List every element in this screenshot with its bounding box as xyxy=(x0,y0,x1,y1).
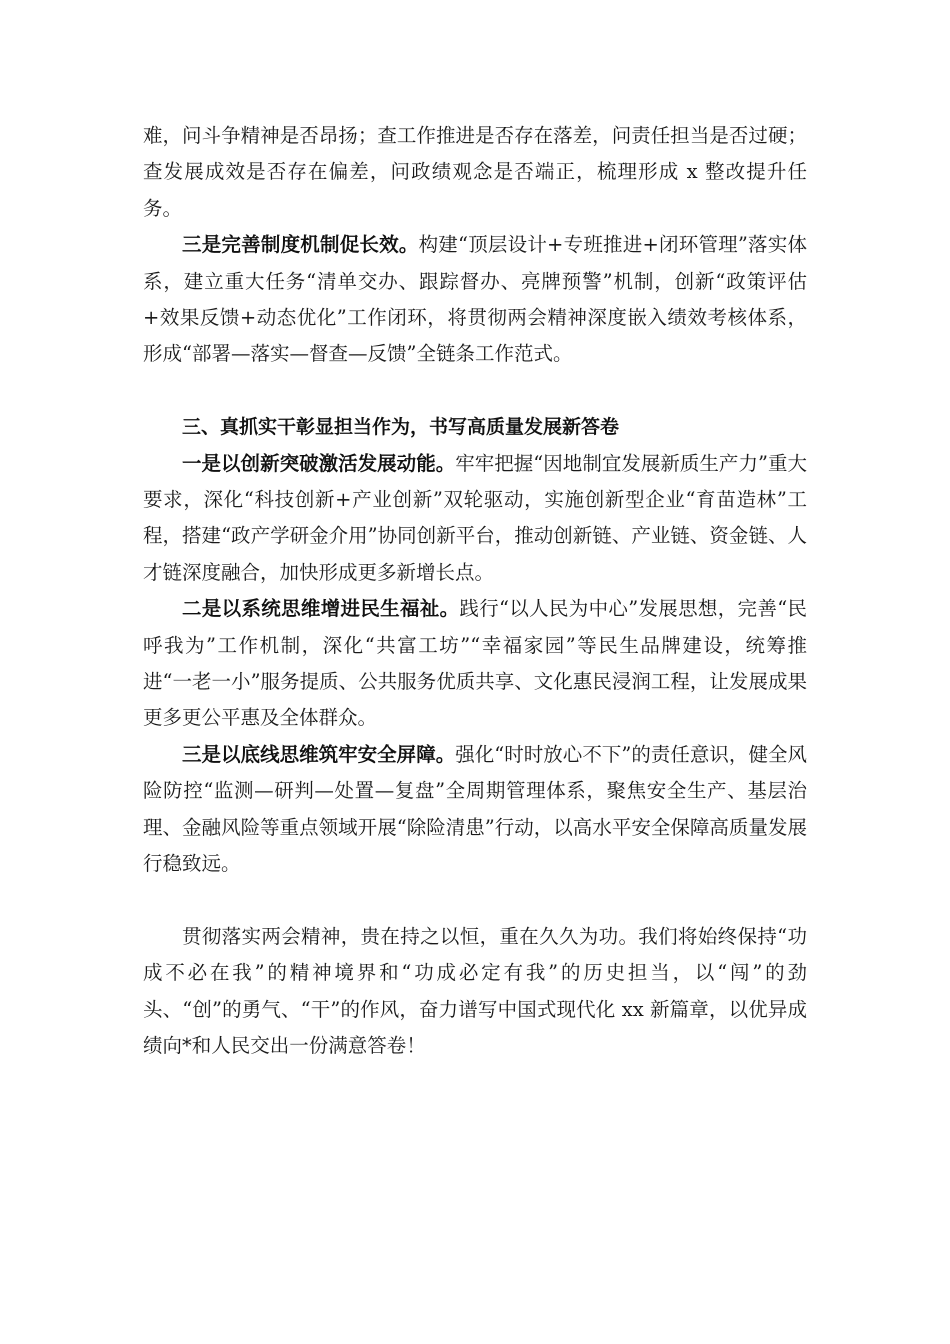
paragraph-lead: 三是完善制度机制促长效。 xyxy=(182,233,419,257)
blank-line xyxy=(143,883,807,919)
paragraph-text: 牢牢把握“因地制宜发展新质生产力”重大要求，深化“科技创新+产业创新”双轮驱动，实施创新型企业“育苗造林”工程，搭建“政产学研金介用”协同创新平台，推动创新链、产业链、资金链、人才链深度融合，加快形成更多新增长点。 xyxy=(143,451,807,584)
blank-line xyxy=(143,373,807,409)
paragraph-text: 践行“以人民为中心”发展思想，完善“民呼我为”工作机制，深化“共富工坊”“幸福家园”等民生品牌建设，统筹推进“一老一小”服务提质、公共服务优质共享、文化惠民浸润工程，让发展成果更多更公平惠及全体群众。 xyxy=(143,597,807,730)
paragraph-innovation xyxy=(143,446,807,592)
paragraph-text: 贯彻落实两会精神，贵在持之以恒，重在久久为功。我们将始终保持“功成不必在我”的精神境界和“功成必定有我”的历史担当，以“闯”的劲头、“创”的勇气、“干”的作风，奋力谱写中国式现代化 xx 新篇章，以优异成绩向*和人民交出一份满意答卷！ xyxy=(143,924,807,1058)
section-heading: 三、真抓实干彰显担当作为，书写高质量发展新答卷 xyxy=(182,416,620,439)
paragraph-livelihood xyxy=(143,591,807,737)
paragraph-text: 难，问斗争精神是否昂扬；查工作推进是否存在落差，问责任担当是否过硬；查发展成效是否存在偏差，问政绩观念是否端正，梳理形成 x 整改提升任务。 xyxy=(143,124,807,220)
paragraph-institution-mechanism xyxy=(143,227,807,373)
paragraph-text: 强化“时时放心不下”的责任意识，健全风险防控“监测—研判—处置—复盘”全周期管理体系，聚焦安全生产、基层治理、金融风险等重点领域开展“除险清患”行动，以高水平安全保障高质量发展行稳致远。 xyxy=(143,742,807,876)
document-body xyxy=(143,118,807,1065)
paragraph-lead: 二是以系统思维增进民生福祉。 xyxy=(182,597,460,621)
paragraph-lead: 一是以创新突破激活发展动能。 xyxy=(182,451,456,475)
paragraph-lead: 三是以底线思维筑牢安全屏障。 xyxy=(182,742,456,766)
paragraph-text: 构建“顶层设计+专班推进+闭环管理”落实体系，建立重大任务“清单交办、跟踪督办、亮牌预警”机制，创新“政策评估+效果反馈+动态优化”工作闭环，将贯彻两会精神深度嵌入绩效考核体系，形成“部署—落实—督查—反馈”全链条工作范式。 xyxy=(143,233,807,366)
paragraph-continuation xyxy=(143,118,807,227)
paragraph-safety xyxy=(143,737,807,883)
paragraph-conclusion xyxy=(143,919,807,1065)
